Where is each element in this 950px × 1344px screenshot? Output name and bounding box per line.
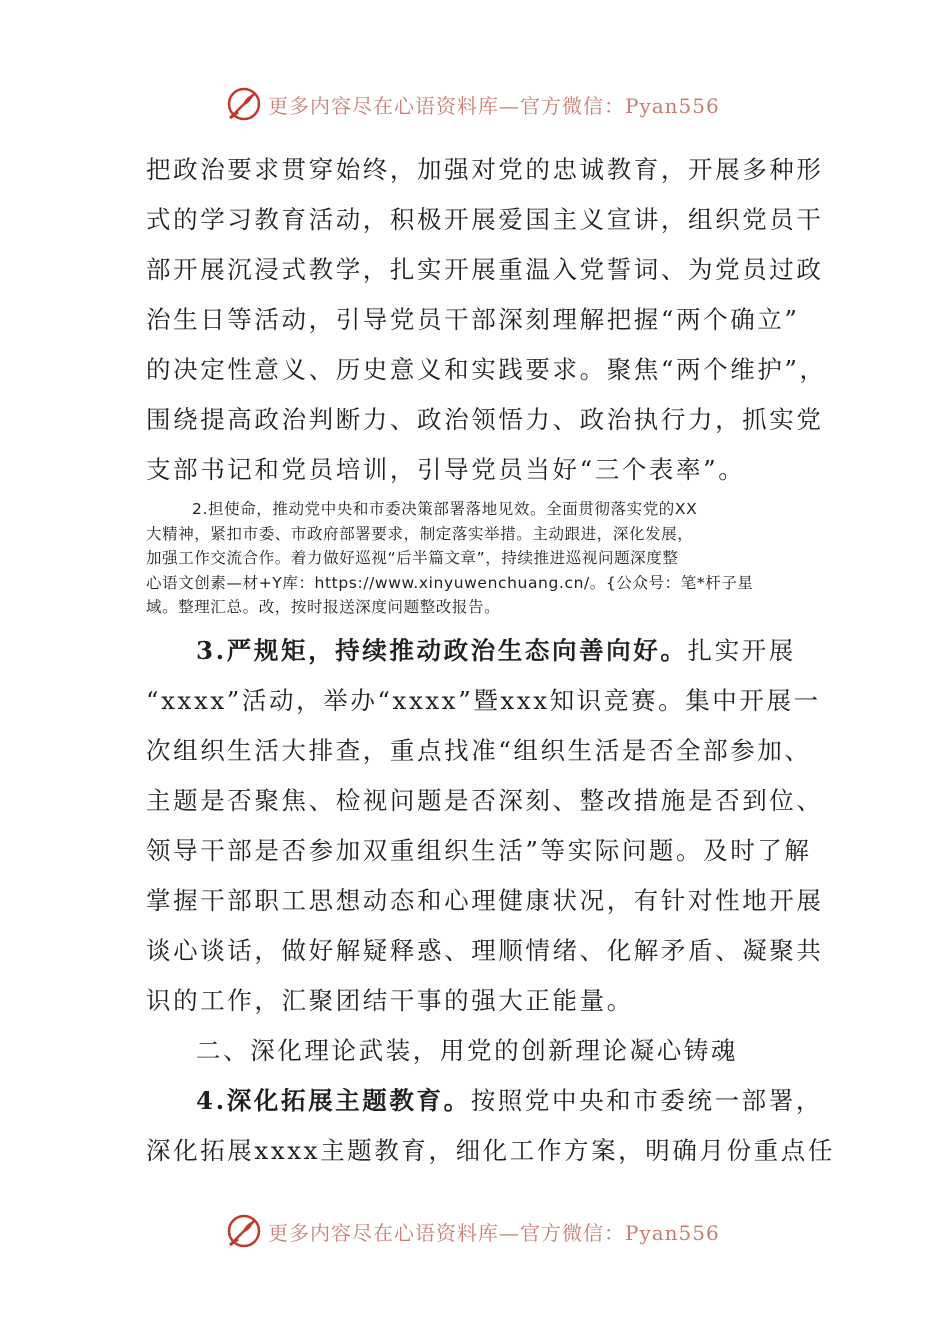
text-line: 掌握干部职工思想动态和心理健康状况，有针对性地开展 bbox=[146, 885, 824, 915]
text-line: 把政治要求贯穿始终，加强对党的忠诚教育，开展多种形 bbox=[146, 155, 824, 184]
text-line: “xxxx”活动，举办“xxxx”暨xxx知识竞赛。集中开展一 bbox=[146, 685, 821, 715]
watermark-banner-top bbox=[226, 84, 720, 124]
small-text-line: 大精神，紧扣市委、市政府部署要求，制定落实举措。主动跟进，深化发展， bbox=[146, 524, 694, 543]
item4-first-rest: 按照党中央和市委统一部署， bbox=[470, 1085, 823, 1115]
quill-logo-icon bbox=[226, 86, 262, 122]
text-line: 部开展沉浸式教学，扎实开展重温入党誓词、为党员过政 bbox=[146, 255, 824, 284]
text-line: 识的工作，汇聚团结干事的强大正能量。 bbox=[146, 985, 634, 1015]
item3-first-line bbox=[146, 626, 816, 676]
small-text-line: 2.担使命，推动党中央和市委决策部署落地见效。全面贯彻落实党的XX bbox=[192, 500, 698, 518]
item4-paragraph bbox=[146, 1076, 835, 1176]
small-text-line: 心语文创素—材+Y库：https://www.xinyuwenchuang.cn/。{公众号：笔*杆子星 bbox=[146, 573, 754, 592]
section1-paragraph bbox=[146, 145, 827, 495]
text-line: 围绕提高政治判断力、政治领悟力、政治执行力，抓实党 bbox=[146, 405, 824, 434]
item3-paragraph bbox=[146, 626, 824, 1026]
text-line: 深化拓展xxxx主题教育，细化工作方案，明确月份重点任 bbox=[146, 1135, 835, 1165]
watermark-banner-bottom bbox=[226, 1211, 720, 1251]
item4-first-line bbox=[146, 1076, 823, 1126]
text-line: 支部书记和党员培训，引导党员当好“三个表率”。 bbox=[146, 455, 746, 484]
text-line: 主题是否聚焦、检视问题是否深刻、整改措施是否到位、 bbox=[146, 785, 824, 815]
item3-title: 3.严规矩，持续推动政治生态向善向好。 bbox=[196, 635, 688, 665]
section2-heading: 二、深化理论武装，用党的创新理论凝心铸魂 bbox=[196, 1035, 738, 1065]
text-line: 的决定性意义、历史意义和实践要求。聚焦“两个维护”， bbox=[146, 355, 827, 384]
small-text-line: 加强工作交流合作。着力做好巡视“后半篇文章”，持续推进巡视问题深度整 bbox=[146, 549, 679, 567]
text-line: 领导干部是否参加双重组织生活”等实际问题。及时了解 bbox=[146, 835, 812, 865]
item4-title: 4.深化拓展主题教育。 bbox=[196, 1085, 471, 1115]
inserted-small-paragraph bbox=[146, 497, 816, 620]
watermark-text: 更多内容尽在心语资料库—官方微信：Pyan556 bbox=[268, 93, 720, 118]
text-line: 谈心谈话，做好解疑释惑、理顺情绪、化解矛盾、凝聚共 bbox=[146, 935, 824, 965]
watermark-text: 更多内容尽在心语资料库—官方微信：Pyan556 bbox=[268, 1220, 720, 1245]
text-line: 次组织生活大排查，重点找准“组织生活是否全部参加、 bbox=[146, 735, 812, 765]
document-body bbox=[146, 145, 835, 1176]
quill-logo-icon bbox=[226, 1213, 262, 1249]
text-line: 治生日等活动，引导党员干部深刻理解把握“两个确立” bbox=[146, 305, 800, 334]
small-text-line: 域。整理汇总。改，按时报送深度问题整改报告。 bbox=[146, 598, 501, 616]
text-line: 式的学习教育活动，积极开展爱国主义宣讲，组织党员干 bbox=[146, 205, 824, 234]
item3-first-rest: 扎实开展 bbox=[687, 635, 796, 665]
